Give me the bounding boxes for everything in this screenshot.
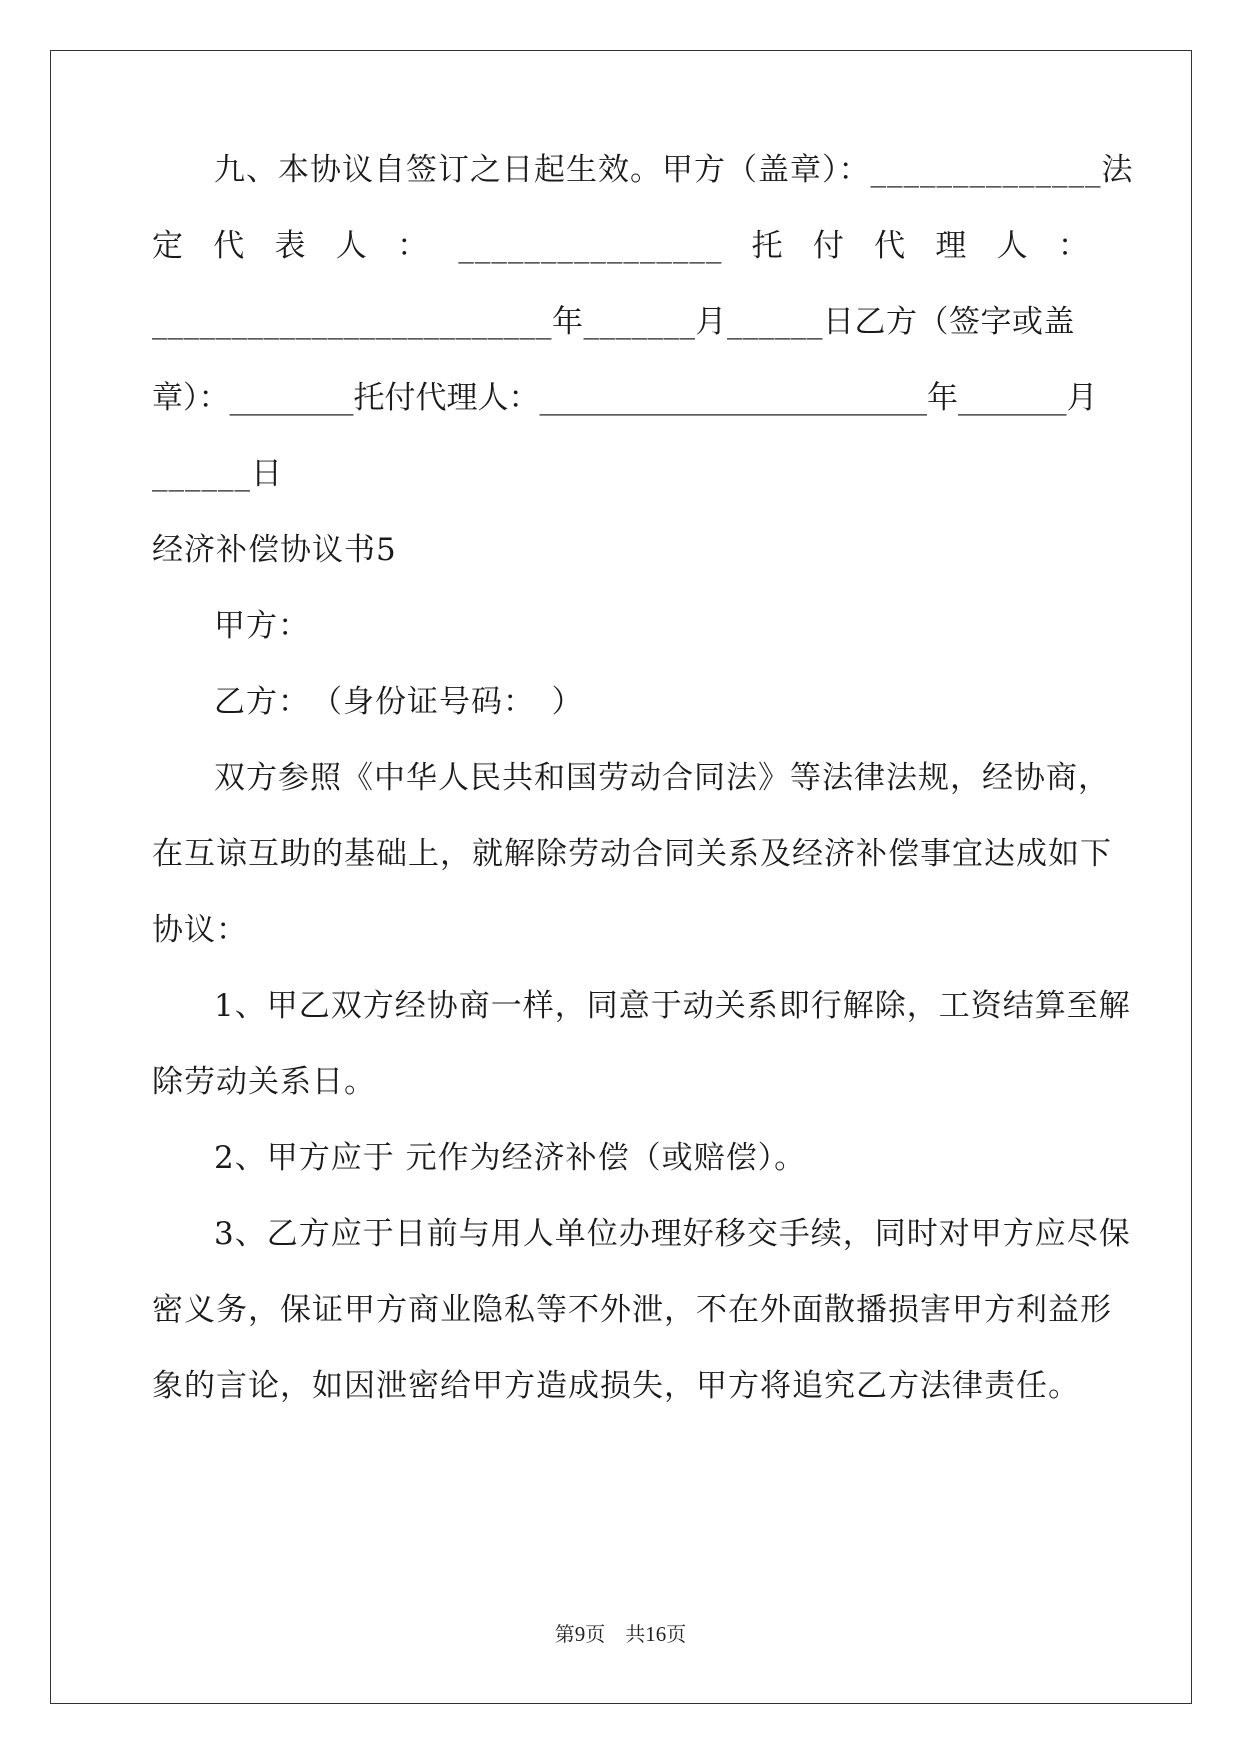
footer-prefix: 第 bbox=[554, 1622, 575, 1646]
paragraph-line bbox=[152, 150, 1134, 190]
party-a-label: 甲方： bbox=[214, 608, 310, 644]
footer-suffix: 页 bbox=[666, 1622, 687, 1646]
paragraph-line: _________________________年_______月______日乙方（签字或盖 bbox=[152, 304, 1075, 340]
spread-char: 托 bbox=[751, 228, 784, 264]
paragraph-line-spread bbox=[152, 226, 1090, 266]
line-text: 九、本协议自签订之日起生效。甲方（盖章）：______________法 bbox=[214, 152, 1134, 188]
spread-blank: ________________ bbox=[458, 228, 723, 264]
paragraph-line: ______日 bbox=[152, 456, 283, 492]
spread-char: ： bbox=[397, 228, 430, 264]
page-border bbox=[50, 50, 1192, 1704]
clause-1: 1、甲乙双方经协商一样，同意于动关系即行解除，工资结算至解 bbox=[214, 988, 1131, 1024]
paragraph-line: 协议： bbox=[152, 912, 248, 948]
spread-char: 代 bbox=[213, 228, 246, 264]
party-b-label: 乙方： （身份证号码： ） bbox=[214, 684, 584, 720]
spread-char: 人 bbox=[996, 228, 1029, 264]
spread-char: 代 bbox=[874, 228, 907, 264]
spread-char: ： bbox=[1057, 228, 1090, 264]
page-number: 9 bbox=[574, 1622, 586, 1646]
paragraph-line: 章）：________托付代理人：_________________________年_______月 bbox=[152, 380, 1098, 416]
page-total: 16 bbox=[645, 1622, 667, 1646]
clause-3: 3、乙方应于日前与用人单位办理好移交手续，同时对甲方应尽保 bbox=[214, 1216, 1131, 1252]
paragraph-line: 象的言论，如因泄密给甲方造成损失，甲方将追究乙方法律责任。 bbox=[152, 1368, 1080, 1404]
spread-char: 人 bbox=[335, 228, 368, 264]
clause-2: 2、甲方应于 元作为经济补偿（或赔偿）。 bbox=[214, 1140, 807, 1176]
spread-char: 付 bbox=[812, 228, 845, 264]
page-footer bbox=[0, 1620, 1241, 1648]
footer-mid: 页 共 bbox=[585, 1622, 646, 1646]
paragraph-line: 除劳动关系日。 bbox=[152, 1064, 376, 1100]
spread-char: 定 bbox=[152, 228, 184, 264]
spread-char: 理 bbox=[935, 228, 968, 264]
spread-char: 表 bbox=[274, 228, 307, 264]
paragraph-line: 双方参照《中华人民共和国劳动合同法》等法律法规，经协商， bbox=[214, 760, 1110, 796]
paragraph-line: 在互谅互助的基础上，就解除劳动合同关系及经济补偿事宜达成如下 bbox=[152, 836, 1112, 872]
paragraph-line: 密义务，保证甲方商业隐私等不外泄，不在外面散播损害甲方利益形 bbox=[152, 1292, 1112, 1328]
section-title: 经济补偿协议书5 bbox=[152, 532, 397, 568]
